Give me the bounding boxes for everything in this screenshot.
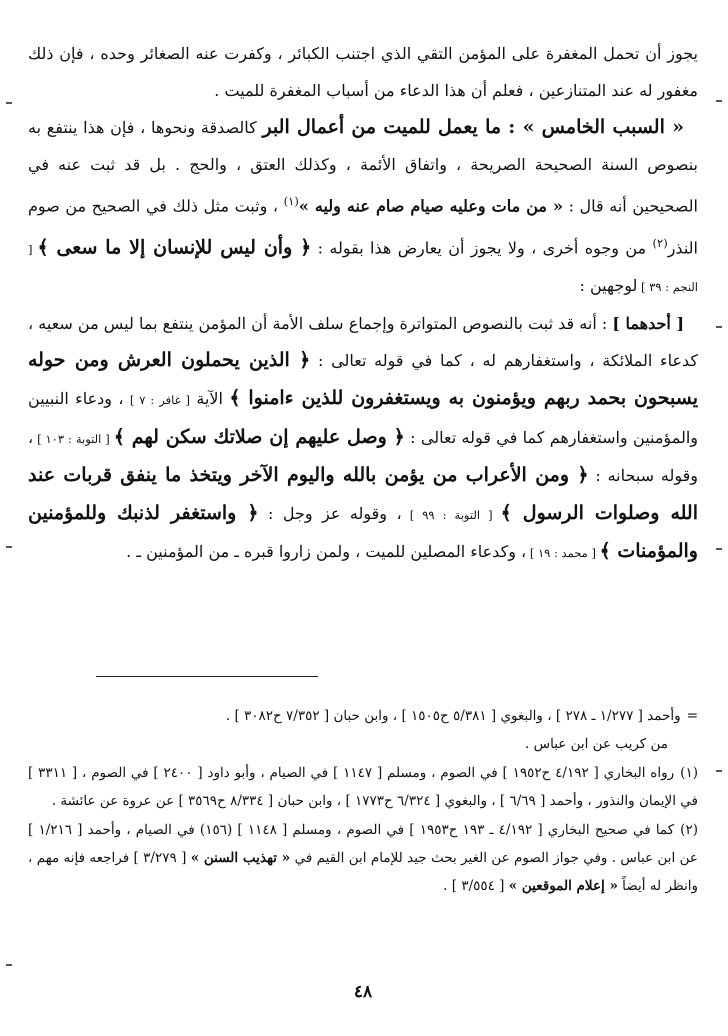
footnote-2-number: (٢) — [680, 821, 698, 838]
book-page — [28, 0, 698, 1036]
paragraph-1-text: يجوز أن تحمل المغفرة على المؤمن التقي الذي اجتنب الكبائر ، وكفرت عنه الصغائر وحده ، فإن ذلك مغفور له عند المتنازعين ، فعلم أن هذا الدعاء من أسباب المغفرة للميت . — [28, 44, 698, 100]
quran-verse-5: ﴿ واستغفر لذنبك وللمؤمنين والمؤمنات ﴾ — [28, 501, 698, 563]
quran-verse-2: ﴿ الذين يحملون العرش ومن حوله يسبحون بحمد ربهم ويؤمنون به ويستغفرون للذين ءامنوا ﴾ — [28, 349, 699, 409]
paragraph-3-text-d: ، وقوله سبحانه : — [28, 427, 698, 486]
book-title-2: « إعلام الموقعين » — [508, 878, 618, 895]
paragraph-3-text-e: ، وقوله عز وجل : — [258, 503, 402, 523]
page-number: ٤٨ — [353, 982, 373, 1002]
footnote-ref-1[interactable]: (١) — [283, 194, 299, 209]
quran-verse-3: ﴿ وصل عليهم إن صلاتك سكن لهم ﴾ — [113, 425, 405, 448]
verse-reference-3: [ التوبة : ١٠٣ ] — [33, 431, 114, 446]
footnote-ref-2[interactable]: (٢) — [652, 236, 668, 251]
quran-verse-4: ﴿ ومن الأعراب من يؤمن بالله واليوم الآخر ويتخذ ما ينفق قربات عند الله وصلوات الرسول ﴾ — [28, 464, 698, 524]
continuation-marker: = — [686, 708, 698, 724]
paragraph-2-text-c: من وجوه أخرى ، ولا يجوز أن يعارض هذا بقوله : — [311, 238, 653, 258]
hadith-quote: « من مات وعليه صيام صام عنه وليه » — [298, 196, 564, 216]
paragraph-2 — [28, 109, 698, 306]
paragraph-3-text-c: ، ودعاء النبيين والمؤمنين واستغفارهم كما في قوله تعالى : — [28, 389, 698, 447]
paragraph-1 — [28, 36, 698, 109]
margin-mark — [6, 102, 12, 104]
footnote-separator — [96, 676, 318, 677]
footnote-1 — [28, 759, 698, 816]
verse-reference-4: [ التوبة : ٩٩ ] — [401, 507, 501, 522]
footnotes — [28, 702, 698, 901]
margin-mark — [716, 100, 722, 102]
verse-reference-5: [ محمد : ١٩ ] — [526, 546, 600, 561]
footnote-1-number: (١) — [680, 764, 698, 781]
continuation-line-2: من كريب عن ابن عباس . — [525, 736, 668, 753]
margin-mark — [6, 964, 12, 966]
margin-mark — [716, 326, 722, 328]
book-title-1: « تهذيب السنن » — [190, 850, 291, 867]
margin-mark — [716, 548, 722, 550]
footnote-continuation — [28, 702, 698, 730]
footnote-2-text-c: [ ٣/٥٥٤ ] . — [443, 878, 509, 895]
footnote-2-text-a: كما في صحيح البخاري [ ٤/١٩٢ ـ ١٩٣ ح١٩٥٣ ] في الصوم ، ومسلم [ ١١٤٨ ] (١٥٦) في الصيام ، وأحمد [ ١/٢١٦ ] عن ابن عباس . وفي جواز الصوم عن الغير بحث جيد للإمام ابن القيم في — [28, 821, 698, 867]
footnote-1-text: رواه البخاري [ ٤/١٩٢ ح١٩٥٢ ] في الصوم ، ومسلم [ ١١٤٧ ] في الصيام ، وأبو داود [ ٢٤٠٠ ] في الصوم ، [ ٣٣١١ ] في الإيمان والنذور ، وأحمد [ ٦/٦٩ ] ، والبغوي [ ٦/٣٢٤ ح١٧٧٣ ] ، وابن حبان [ ٨/٣٣٤ ح٣٥٦٩ ] عن عروة عن عائشة . — [28, 764, 698, 810]
main-text — [28, 36, 698, 572]
margin-mark — [716, 770, 722, 772]
paragraph-2-text-d: لوجهين : — [579, 276, 638, 296]
footnote-2-text-b: [ ٣/٢٧٩ ] فراجعه فإنه مهم ، وانظر له أيضاً — [28, 850, 698, 895]
quran-verse-1: ﴿ وأن ليس للإنسان إلا ما سعى ﴾ — [37, 236, 312, 259]
paragraph-2-text-b: ، وثبت مثل ذلك في الصحيح من صوم النذر — [28, 196, 698, 258]
paragraph-3-text-f: ، وكدعاء المصلين للميت ، ولمن زاروا قبره ـ من المؤمنين ـ . — [126, 542, 527, 562]
verse-reference-2: [ غافر : ٧ ] — [129, 393, 191, 407]
paragraph-3-text-a: : أنه قد ثبت بالنصوص المتواترة وإجماع سلف الأمة أن المؤمن ينتفع بما ليس من سعيه ، كدعاء الملائكة ، واستغفارهم له ، كما في قوله تعالى : — [28, 313, 699, 371]
section-heading: « السبب الخامس » : ما يعمل للميت من أعمال البر — [262, 116, 684, 139]
verse-reference-1: [ النجم : ٣٩ ] — [28, 242, 698, 295]
paragraph-3 — [28, 306, 698, 572]
paragraph-3-text-b: الآية — [190, 389, 230, 408]
paragraph-2-text-a: كالصدقة ونحوها ، فإن هذا ينتفع به بنصوص السنة الصحيحة الصريحة ، واتفاق الأئمة ، وكذلك العتق ، والحج . بل قد ثبت عنه في الصحيحين أنه قال : — [28, 118, 698, 216]
continuation-line-1: وأحمد [ ١/٢٧٧ ـ ٢٧٨ ] ، والبغوي [ ٥/٣٨١ ح١٥٠٥ ] ، وابن حبان [ ٧/٣٥٢ ح٣٠٨٢ ] . — [225, 708, 681, 724]
point-label: [ أحدهما ] — [612, 313, 685, 333]
footnote-2 — [28, 816, 698, 901]
margin-mark — [6, 546, 12, 548]
